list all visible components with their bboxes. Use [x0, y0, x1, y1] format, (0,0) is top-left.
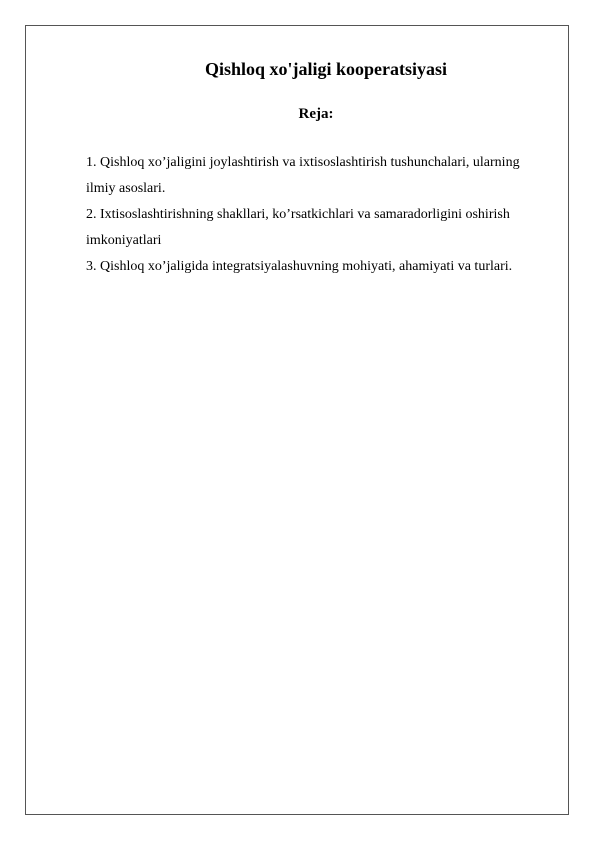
- page-border: [25, 25, 569, 815]
- plan-item-1: 1. Qishloq xo’jaligini joylashtirish va ixtisoslashtirish tushunchalari, ularning ilmiy asoslari.: [86, 155, 520, 196]
- plan-item-2: 2. Ixtisoslashtirishning shakllari, ko’rsatkichlari va samaradorligini oshirish imkoniyatlari: [86, 207, 510, 248]
- plan-list: [86, 150, 536, 280]
- document-title: Qishloq xo'jaligi kooperatsiyasi: [204, 59, 448, 79]
- plan-item-3: 3. Qishloq xo’jaligida integratsiyalashuvning mohiyati, ahamiyati va turlari.: [86, 259, 513, 274]
- plan-heading: Reja:: [298, 106, 334, 122]
